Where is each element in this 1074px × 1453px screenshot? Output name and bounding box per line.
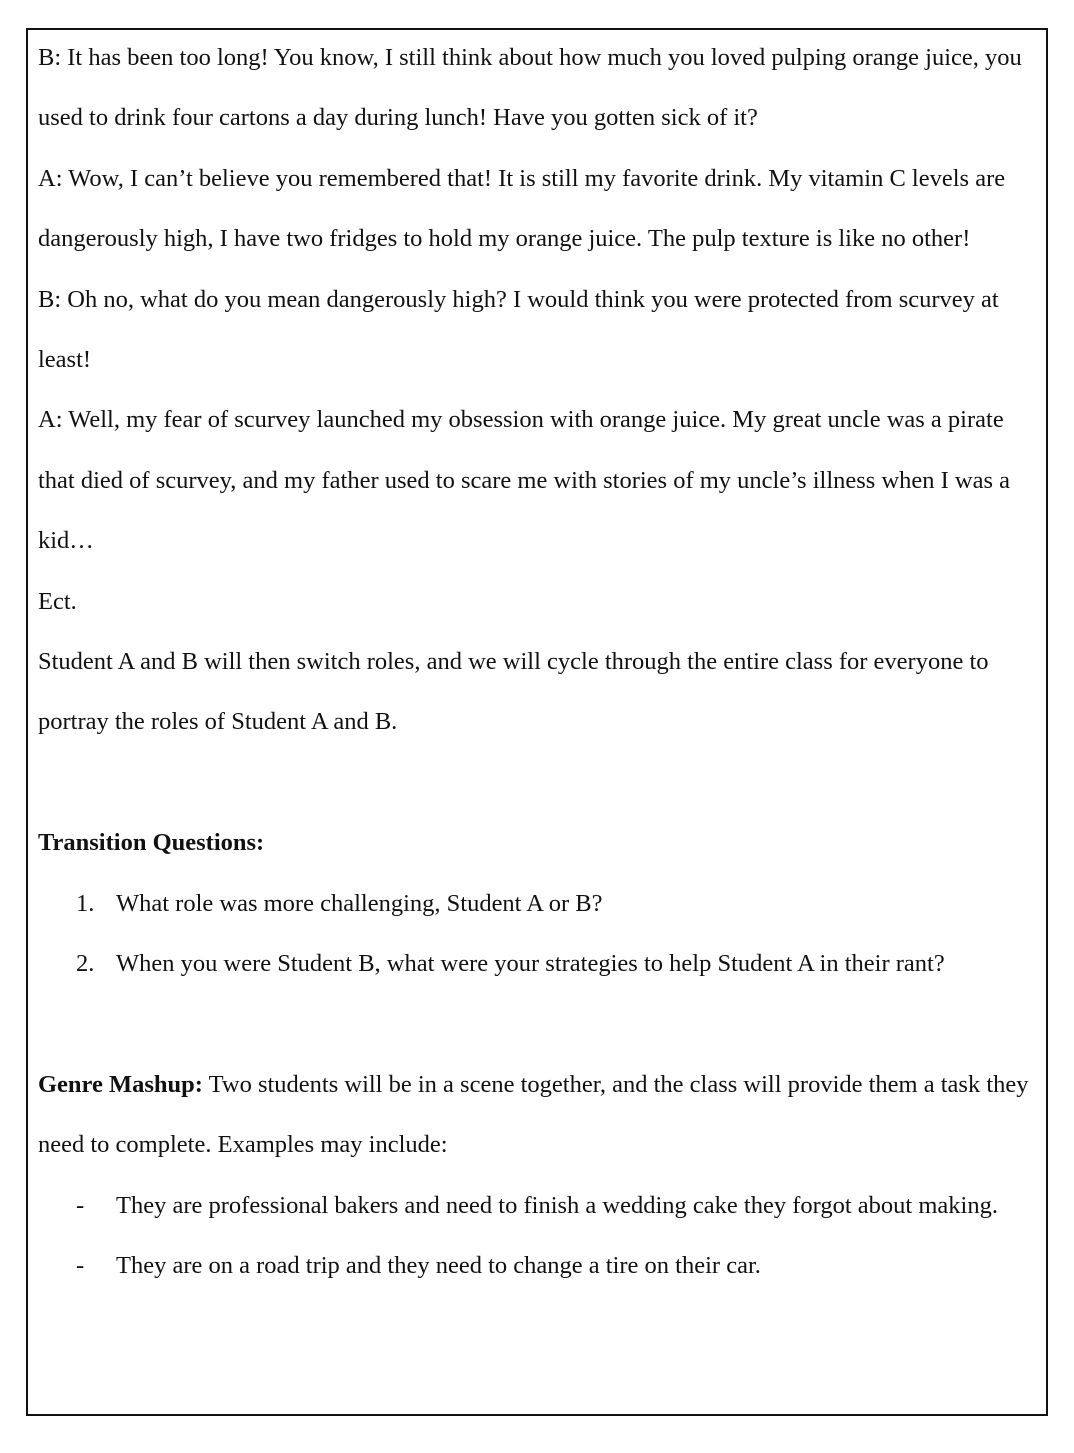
- list-item-text: They are on a road trip and they need to change a tire on their car.: [116, 1252, 761, 1280]
- list-item-text: When you were Student B, what were your strategies to help Student A in their rant?: [116, 950, 945, 978]
- dash-bullet: -: [76, 1191, 85, 1219]
- dialogue-etc: Ect.: [38, 587, 77, 615]
- list-item: [38, 874, 1042, 934]
- list-item-text: They are professional bakers and need to finish a wedding cake they forgot about making.: [116, 1191, 998, 1219]
- list-item: [38, 934, 1042, 994]
- genre-mashup-intro: Two students will be in a scene together, and the class will provide them a task they need to complete. Examples may include:: [38, 1070, 1029, 1159]
- genre-examples-list: [38, 1176, 1042, 1297]
- spacer: [38, 994, 1042, 1054]
- genre-mashup-paragraph: [38, 1055, 1042, 1176]
- dialogue-line-b1: B: It has been too long! You know, I still think about how much you loved pulping orange juice, you used to drink four cartons a day during lunch! Have you gotten sick of it?: [38, 44, 1022, 132]
- dash-bullet: -: [76, 1252, 85, 1280]
- genre-mashup-heading: Genre Mashup:: [38, 1070, 203, 1098]
- document-body: [38, 28, 1042, 1297]
- switch-roles-paragraph: Student A and B will then switch roles, and we will cycle through the entire class for everyone to portray the roles of Student A and B.: [38, 648, 989, 736]
- transition-questions-heading: Transition Questions:: [38, 829, 265, 857]
- list-item: [38, 1236, 1042, 1296]
- list-item: [38, 1176, 1042, 1236]
- dialogue-line-b2: B: Oh no, what do you mean dangerously high? I would think you were protected from scurvey at least!: [38, 285, 999, 374]
- spacer: [38, 753, 1042, 813]
- dialogue-line-a2: A: Well, my fear of scurvey launched my obsession with orange juice. My great uncle was a pirate that died of scurvey, and my father used to scare me with stories of my uncle’s illness when I was a kid…: [38, 406, 1011, 555]
- list-number: 1.: [76, 889, 95, 917]
- dialogue-line-a1: A: Wow, I can’t believe you remembered that! It is still my favorite drink. My vitamin C levels are dangerously high, I have two fridges to hold my orange juice. The pulp texture is like no other!: [38, 164, 1006, 253]
- list-item-text: What role was more challenging, Student A or B?: [116, 889, 603, 917]
- transition-questions-list: [38, 874, 1042, 995]
- list-number: 2.: [76, 950, 95, 978]
